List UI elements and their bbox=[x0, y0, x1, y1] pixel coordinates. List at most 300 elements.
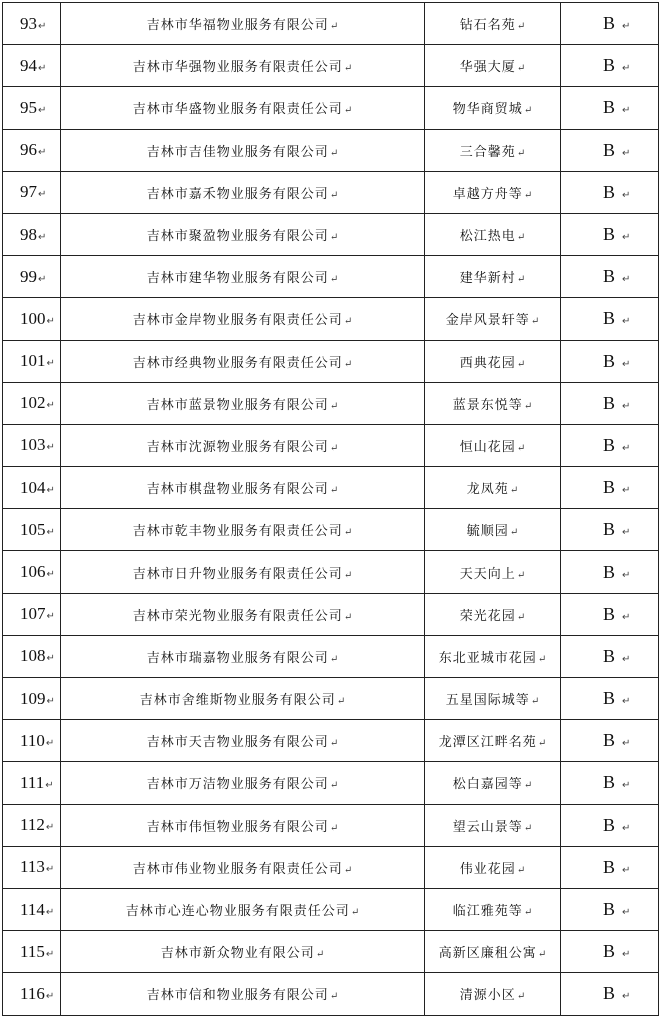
paragraph-mark: ↵ bbox=[516, 991, 526, 1003]
project-name-cell bbox=[425, 846, 561, 888]
project-name: 三合馨苑 bbox=[459, 144, 516, 160]
company-name-cell bbox=[61, 635, 425, 677]
project-name: 天天向上 bbox=[459, 566, 516, 582]
project-name: 荣光花园 bbox=[459, 608, 516, 624]
row-number-cell bbox=[3, 467, 61, 509]
project-name: 华强大厦 bbox=[459, 60, 516, 76]
row-number: 102 bbox=[20, 393, 46, 413]
company-name: 吉林市伟业物业服务有限责任公司 bbox=[132, 861, 343, 877]
project-name-cell bbox=[425, 298, 561, 340]
project-name: 松白嘉园等 bbox=[452, 777, 523, 793]
table-row bbox=[3, 340, 659, 382]
project-name-cell bbox=[425, 256, 561, 298]
paragraph-mark: ↵ bbox=[46, 569, 55, 581]
row-number-cell bbox=[3, 593, 61, 635]
company-name: 吉林市建华物业服务有限公司 bbox=[146, 271, 329, 287]
rating-grade: B bbox=[603, 350, 616, 371]
table-row bbox=[3, 593, 659, 635]
rating-grade: B bbox=[603, 97, 616, 118]
paragraph-mark: ↵ bbox=[329, 991, 339, 1003]
project-name: 恒山花园 bbox=[459, 439, 516, 455]
project-name: 毓顺园 bbox=[466, 524, 509, 540]
paragraph-mark: ↵ bbox=[38, 62, 47, 74]
company-name: 吉林市嘉禾物业服务有限公司 bbox=[146, 186, 329, 202]
paragraph-mark: ↵ bbox=[46, 484, 55, 496]
row-number-cell bbox=[3, 3, 61, 45]
project-name-cell bbox=[425, 931, 561, 973]
paragraph-mark: ↵ bbox=[46, 442, 55, 454]
paragraph-mark: ↵ bbox=[329, 232, 339, 244]
project-name: 钻石名苑 bbox=[459, 18, 516, 34]
rating-grade-cell bbox=[561, 340, 659, 382]
paragraph-mark: ↵ bbox=[516, 864, 526, 876]
row-number-cell bbox=[3, 804, 61, 846]
paragraph-mark: ↵ bbox=[523, 907, 533, 919]
project-name-cell bbox=[425, 720, 561, 762]
project-name-cell bbox=[425, 3, 561, 45]
rating-grade-cell bbox=[561, 382, 659, 424]
row-number-cell bbox=[3, 678, 61, 720]
paragraph-mark: ↵ bbox=[329, 274, 339, 286]
project-name-cell bbox=[425, 87, 561, 129]
rating-grade: B bbox=[603, 519, 616, 540]
paragraph-mark: ↵ bbox=[45, 948, 55, 960]
paragraph-mark: ↵ bbox=[516, 232, 526, 244]
paragraph-mark: ↵ bbox=[622, 189, 631, 201]
paragraph-mark: ↵ bbox=[622, 527, 631, 539]
paragraph-mark: ↵ bbox=[622, 442, 631, 454]
row-number: 101 bbox=[20, 351, 46, 371]
paragraph-mark: ↵ bbox=[46, 695, 55, 707]
rating-grade-cell bbox=[561, 87, 659, 129]
project-name-cell bbox=[425, 424, 561, 466]
project-name: 松江热电 bbox=[459, 229, 516, 245]
paragraph-mark: ↵ bbox=[516, 569, 526, 581]
row-number: 115 bbox=[20, 941, 45, 961]
company-name-cell bbox=[61, 804, 425, 846]
paragraph-mark: ↵ bbox=[622, 991, 631, 1003]
row-number: 110 bbox=[20, 730, 45, 750]
rating-grade: B bbox=[603, 983, 616, 1004]
paragraph-mark: ↵ bbox=[329, 147, 339, 159]
company-name: 吉林市吉佳物业服务有限公司 bbox=[146, 144, 329, 160]
project-name-cell bbox=[425, 213, 561, 255]
rating-grade: B bbox=[603, 899, 616, 920]
table-row bbox=[3, 931, 659, 973]
table-body bbox=[3, 3, 659, 1016]
rating-grade-cell bbox=[561, 888, 659, 930]
project-name-cell bbox=[425, 171, 561, 213]
table-row bbox=[3, 171, 659, 213]
table-row bbox=[3, 87, 659, 129]
project-name-cell bbox=[425, 888, 561, 930]
paragraph-mark: ↵ bbox=[523, 400, 533, 412]
row-number: 93 bbox=[20, 13, 37, 33]
rating-grade: B bbox=[603, 814, 616, 835]
project-name-cell bbox=[425, 593, 561, 635]
row-number: 97 bbox=[20, 182, 37, 202]
company-name-cell bbox=[61, 888, 425, 930]
company-name-cell bbox=[61, 762, 425, 804]
row-number-cell bbox=[3, 87, 61, 129]
project-name-cell bbox=[425, 973, 561, 1015]
paragraph-mark: ↵ bbox=[343, 358, 353, 370]
paragraph-mark: ↵ bbox=[343, 569, 353, 581]
company-name-cell bbox=[61, 340, 425, 382]
company-name-cell bbox=[61, 3, 425, 45]
row-number-cell bbox=[3, 256, 61, 298]
paragraph-mark: ↵ bbox=[329, 653, 339, 665]
paragraph-mark: ↵ bbox=[622, 358, 631, 370]
project-name: 望云山景等 bbox=[452, 819, 523, 835]
project-name-cell bbox=[425, 129, 561, 171]
project-name: 东北亚城市花园 bbox=[438, 650, 537, 666]
project-name-cell bbox=[425, 467, 561, 509]
table-row bbox=[3, 762, 659, 804]
rating-grade-cell bbox=[561, 973, 659, 1015]
project-name-cell bbox=[425, 382, 561, 424]
table-row bbox=[3, 678, 659, 720]
paragraph-mark: ↵ bbox=[350, 907, 360, 919]
rating-grade: B bbox=[603, 561, 616, 582]
row-number: 116 bbox=[20, 983, 45, 1003]
project-name: 高新区廉租公寓 bbox=[438, 946, 537, 962]
paragraph-mark: ↵ bbox=[38, 189, 47, 201]
table-row bbox=[3, 888, 659, 930]
table-row bbox=[3, 129, 659, 171]
rating-grade: B bbox=[603, 603, 616, 624]
row-number-cell bbox=[3, 45, 61, 87]
row-number-cell bbox=[3, 424, 61, 466]
paragraph-mark: ↵ bbox=[523, 822, 533, 834]
rating-grade-cell bbox=[561, 213, 659, 255]
paragraph-mark: ↵ bbox=[622, 232, 631, 244]
paragraph-mark: ↵ bbox=[38, 20, 47, 32]
paragraph-mark: ↵ bbox=[45, 822, 55, 834]
paragraph-mark: ↵ bbox=[38, 147, 47, 159]
paragraph-mark: ↵ bbox=[46, 400, 55, 412]
project-name-cell bbox=[425, 45, 561, 87]
company-name: 吉林市蓝景物业服务有限公司 bbox=[146, 397, 329, 413]
paragraph-mark: ↵ bbox=[38, 104, 47, 116]
row-number-cell bbox=[3, 973, 61, 1015]
table-row bbox=[3, 3, 659, 45]
company-name: 吉林市沈源物业服务有限公司 bbox=[146, 439, 329, 455]
row-number: 104 bbox=[20, 477, 46, 497]
row-number: 94 bbox=[20, 55, 37, 75]
row-number-cell bbox=[3, 635, 61, 677]
company-name: 吉林市华强物业服务有限责任公司 bbox=[132, 60, 343, 76]
rating-grade-cell bbox=[561, 804, 659, 846]
paragraph-mark: ↵ bbox=[622, 63, 631, 75]
paragraph-mark: ↵ bbox=[329, 400, 339, 412]
paragraph-mark: ↵ bbox=[46, 315, 55, 327]
company-name: 吉林市日升物业服务有限责任公司 bbox=[132, 566, 343, 582]
paragraph-mark: ↵ bbox=[622, 780, 631, 792]
paragraph-mark: ↵ bbox=[329, 442, 339, 454]
company-name-cell bbox=[61, 720, 425, 762]
rating-grade-cell bbox=[561, 171, 659, 213]
company-name: 吉林市华福物业服务有限公司 bbox=[146, 18, 329, 34]
paragraph-mark: ↵ bbox=[45, 737, 55, 749]
paragraph-mark: ↵ bbox=[516, 358, 526, 370]
table-row bbox=[3, 45, 659, 87]
paragraph-mark: ↵ bbox=[622, 653, 631, 665]
rating-grade: B bbox=[603, 856, 616, 877]
rating-grade-cell bbox=[561, 846, 659, 888]
project-name-cell bbox=[425, 509, 561, 551]
paragraph-mark: ↵ bbox=[45, 779, 54, 791]
paragraph-mark: ↵ bbox=[622, 274, 631, 286]
paragraph-mark: ↵ bbox=[329, 822, 339, 834]
rating-grade-cell bbox=[561, 635, 659, 677]
row-number: 108 bbox=[20, 646, 46, 666]
company-name: 吉林市乾丰物业服务有限责任公司 bbox=[132, 524, 343, 540]
company-name-cell bbox=[61, 298, 425, 340]
company-name: 吉林市华盛物业服务有限责任公司 bbox=[132, 102, 343, 118]
project-name: 西典花园 bbox=[459, 355, 516, 371]
company-name: 吉林市荣光物业服务有限责任公司 bbox=[132, 608, 343, 624]
paragraph-mark: ↵ bbox=[329, 780, 339, 792]
company-name-cell bbox=[61, 593, 425, 635]
project-name-cell bbox=[425, 635, 561, 677]
row-number: 106 bbox=[20, 562, 46, 582]
rating-grade: B bbox=[603, 392, 616, 413]
project-name-cell bbox=[425, 340, 561, 382]
company-name: 吉林市新众物业有限公司 bbox=[160, 946, 315, 962]
paragraph-mark: ↵ bbox=[343, 611, 353, 623]
paragraph-mark: ↵ bbox=[523, 780, 533, 792]
rating-grade-cell bbox=[561, 551, 659, 593]
row-number-cell bbox=[3, 171, 61, 213]
table-row bbox=[3, 551, 659, 593]
paragraph-mark: ↵ bbox=[509, 485, 519, 497]
paragraph-mark: ↵ bbox=[622, 907, 631, 919]
row-number: 96 bbox=[20, 140, 37, 160]
row-number-cell bbox=[3, 888, 61, 930]
paragraph-mark: ↵ bbox=[38, 273, 47, 285]
rating-grade-cell bbox=[561, 509, 659, 551]
project-name: 金岸风景轩等 bbox=[445, 313, 530, 329]
paragraph-mark: ↵ bbox=[329, 485, 339, 497]
paragraph-mark: ↵ bbox=[45, 864, 55, 876]
company-name-cell bbox=[61, 424, 425, 466]
paragraph-mark: ↵ bbox=[622, 738, 631, 750]
company-name: 吉林市心连心物业服务有限责任公司 bbox=[125, 904, 350, 920]
rating-grade-cell bbox=[561, 762, 659, 804]
row-number: 114 bbox=[20, 899, 45, 919]
company-name: 吉林市天吉物业服务有限公司 bbox=[146, 735, 329, 751]
paragraph-mark: ↵ bbox=[622, 400, 631, 412]
rating-grade-cell bbox=[561, 678, 659, 720]
paragraph-mark: ↵ bbox=[336, 696, 346, 708]
rating-grade: B bbox=[603, 55, 616, 76]
paragraph-mark: ↵ bbox=[622, 569, 631, 581]
rating-grade-cell bbox=[561, 129, 659, 171]
company-name-cell bbox=[61, 87, 425, 129]
company-name-cell bbox=[61, 129, 425, 171]
paragraph-mark: ↵ bbox=[622, 696, 631, 708]
paragraph-mark: ↵ bbox=[516, 442, 526, 454]
paragraph-mark: ↵ bbox=[516, 274, 526, 286]
row-number-cell bbox=[3, 720, 61, 762]
company-name-cell bbox=[61, 256, 425, 298]
rating-grade-cell bbox=[561, 467, 659, 509]
paragraph-mark: ↵ bbox=[45, 906, 55, 918]
row-number-cell bbox=[3, 129, 61, 171]
paragraph-mark: ↵ bbox=[622, 316, 631, 328]
paragraph-mark: ↵ bbox=[622, 105, 631, 117]
project-name: 五星国际城等 bbox=[445, 693, 530, 709]
rating-grade-cell bbox=[561, 256, 659, 298]
project-name: 卓越方舟等 bbox=[452, 186, 523, 202]
company-name-cell bbox=[61, 931, 425, 973]
row-number: 109 bbox=[20, 688, 46, 708]
company-name: 吉林市聚盈物业服务有限公司 bbox=[146, 229, 329, 245]
paragraph-mark: ↵ bbox=[516, 63, 526, 75]
paragraph-mark: ↵ bbox=[622, 147, 631, 159]
project-name: 伟业花园 bbox=[459, 861, 516, 877]
table-row bbox=[3, 720, 659, 762]
rating-grade-cell bbox=[561, 298, 659, 340]
paragraph-mark: ↵ bbox=[343, 864, 353, 876]
rating-grade: B bbox=[603, 434, 616, 455]
project-name-cell bbox=[425, 762, 561, 804]
paragraph-mark: ↵ bbox=[523, 189, 533, 201]
row-number-cell bbox=[3, 213, 61, 255]
paragraph-mark: ↵ bbox=[343, 527, 353, 539]
rating-grade: B bbox=[603, 730, 616, 751]
paragraph-mark: ↵ bbox=[329, 21, 339, 33]
row-number: 111 bbox=[20, 772, 45, 792]
row-number-cell bbox=[3, 551, 61, 593]
company-name-cell bbox=[61, 171, 425, 213]
rating-grade: B bbox=[603, 477, 616, 498]
paragraph-mark: ↵ bbox=[530, 316, 540, 328]
company-name-cell bbox=[61, 45, 425, 87]
company-name: 吉林市棋盘物业服务有限公司 bbox=[146, 482, 329, 498]
table-row bbox=[3, 846, 659, 888]
rating-grade: B bbox=[603, 308, 616, 329]
rating-grade: B bbox=[603, 13, 616, 34]
project-name: 临江雅苑等 bbox=[452, 904, 523, 920]
table-row bbox=[3, 509, 659, 551]
company-name-cell bbox=[61, 467, 425, 509]
company-name: 吉林市信和物业服务有限公司 bbox=[146, 988, 329, 1004]
company-name: 吉林市经典物业服务有限责任公司 bbox=[132, 355, 343, 371]
table-row bbox=[3, 635, 659, 677]
property-company-rating-table bbox=[2, 2, 659, 1016]
company-name-cell bbox=[61, 213, 425, 255]
company-name: 吉林市万洁物业服务有限公司 bbox=[146, 777, 329, 793]
row-number-cell bbox=[3, 931, 61, 973]
paragraph-mark: ↵ bbox=[537, 949, 547, 961]
row-number-cell bbox=[3, 762, 61, 804]
paragraph-mark: ↵ bbox=[622, 611, 631, 623]
row-number: 98 bbox=[20, 224, 37, 244]
company-name-cell bbox=[61, 382, 425, 424]
paragraph-mark: ↵ bbox=[509, 527, 519, 539]
company-name: 吉林市金岸物业服务有限责任公司 bbox=[132, 313, 343, 329]
paragraph-mark: ↵ bbox=[622, 864, 631, 876]
paragraph-mark: ↵ bbox=[516, 147, 526, 159]
row-number: 103 bbox=[20, 435, 46, 455]
paragraph-mark: ↵ bbox=[46, 358, 55, 370]
paragraph-mark: ↵ bbox=[622, 822, 631, 834]
table-row bbox=[3, 256, 659, 298]
table-row bbox=[3, 804, 659, 846]
row-number-cell bbox=[3, 382, 61, 424]
company-name-cell bbox=[61, 846, 425, 888]
rating-grade-cell bbox=[561, 424, 659, 466]
row-number: 95 bbox=[20, 97, 37, 117]
paragraph-mark: ↵ bbox=[329, 738, 339, 750]
paragraph-mark: ↵ bbox=[46, 611, 55, 623]
rating-grade-cell bbox=[561, 3, 659, 45]
row-number-cell bbox=[3, 509, 61, 551]
rating-grade: B bbox=[603, 224, 616, 245]
paragraph-mark: ↵ bbox=[343, 105, 353, 117]
rating-grade: B bbox=[603, 266, 616, 287]
project-name-cell bbox=[425, 551, 561, 593]
table-row bbox=[3, 298, 659, 340]
paragraph-mark: ↵ bbox=[343, 63, 353, 75]
rating-grade: B bbox=[603, 645, 616, 666]
paragraph-mark: ↵ bbox=[315, 949, 325, 961]
row-number-cell bbox=[3, 846, 61, 888]
paragraph-mark: ↵ bbox=[38, 231, 47, 243]
row-number: 113 bbox=[20, 857, 45, 877]
row-number: 112 bbox=[20, 815, 45, 835]
project-name-cell bbox=[425, 804, 561, 846]
paragraph-mark: ↵ bbox=[537, 738, 547, 750]
rating-grade-cell bbox=[561, 720, 659, 762]
project-name: 龙凤苑 bbox=[466, 482, 509, 498]
project-name: 龙潭区江畔名苑 bbox=[438, 735, 537, 751]
project-name: 物华商贸城 bbox=[452, 102, 523, 118]
row-number-cell bbox=[3, 298, 61, 340]
paragraph-mark: ↵ bbox=[46, 526, 55, 538]
project-name: 建华新村 bbox=[459, 271, 516, 287]
rating-grade-cell bbox=[561, 593, 659, 635]
paragraph-mark: ↵ bbox=[45, 990, 55, 1002]
row-number: 105 bbox=[20, 519, 46, 539]
rating-grade: B bbox=[603, 139, 616, 160]
row-number: 107 bbox=[20, 604, 46, 624]
paragraph-mark: ↵ bbox=[537, 653, 547, 665]
paragraph-mark: ↵ bbox=[46, 653, 55, 665]
company-name: 吉林市舍维斯物业服务有限公司 bbox=[139, 693, 336, 709]
project-name: 蓝景东悦等 bbox=[452, 397, 523, 413]
project-name: 清源小区 bbox=[459, 988, 516, 1004]
company-name: 吉林市伟恒物业服务有限公司 bbox=[146, 819, 329, 835]
table-row bbox=[3, 382, 659, 424]
paragraph-mark: ↵ bbox=[343, 316, 353, 328]
company-name-cell bbox=[61, 509, 425, 551]
paragraph-mark: ↵ bbox=[530, 696, 540, 708]
rating-grade: B bbox=[603, 941, 616, 962]
row-number: 100 bbox=[20, 308, 46, 328]
rating-grade: B bbox=[603, 772, 616, 793]
paragraph-mark: ↵ bbox=[523, 105, 533, 117]
table-row bbox=[3, 424, 659, 466]
paragraph-mark: ↵ bbox=[622, 485, 631, 497]
row-number-cell bbox=[3, 340, 61, 382]
table-row bbox=[3, 213, 659, 255]
project-name-cell bbox=[425, 678, 561, 720]
row-number: 99 bbox=[20, 266, 37, 286]
company-name-cell bbox=[61, 551, 425, 593]
